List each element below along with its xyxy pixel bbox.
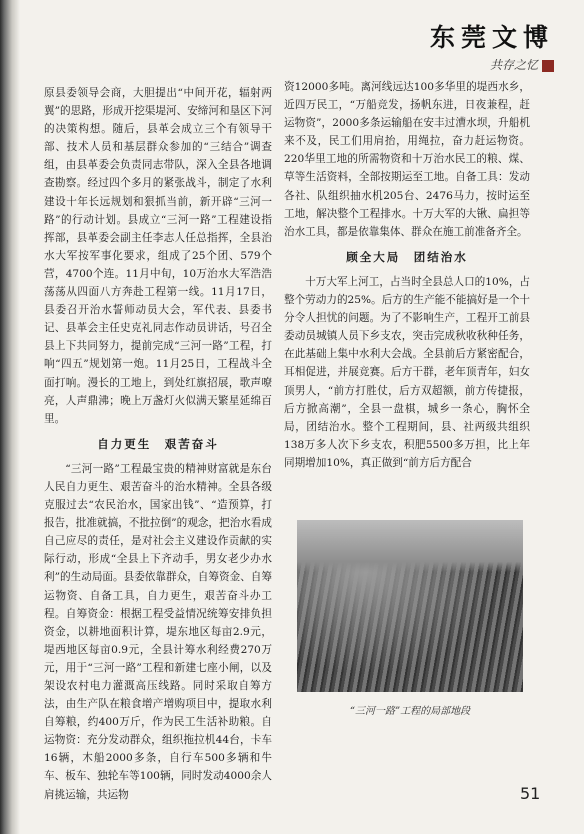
logo-subtitle-text: 共存之忆: [489, 58, 538, 72]
section-heading: 自力更生 艰苦奋斗: [97, 436, 219, 451]
historical-photo: [297, 520, 523, 692]
section-heading: 顾全大局 团结治水: [346, 249, 468, 264]
magazine-logo: [430, 18, 554, 73]
left-text-column: [44, 84, 272, 806]
paragraph: “三河一路”工程最宝贵的精神财富就是东台人民自力更生、艰苦奋斗的治水精神。全县各级克服过去“农民治水，国家出钱”、“造预算，打报告，批准就搞，不批拉倒”的观念，把治水看成自己应尽的责任，是对社会主义建设作贡献的实际行动，形成“全县上下齐动手，男女老少办水利”的生动局面。县委依靠群众，自筹资金、自筹运物资、自备工具，自力更生，艰苦奋斗办工程。自筹资金：根据工程受益情况统筹安排负担资金，以耕地面积计算，堤东地区每亩2.9元，堤西地区每亩0.9元，全县计筹水利经费270万元，用于“三河一路”工程和新建七座小闸，以及架设农村电力灌溉高压线路。同时采取自筹方法，由生产队在粮食增产增购项目中，提取水利自筹粮，约400万斤，作为民工生活补助粮。自运物资：充分发动群众，组织拖拉机44台，卡车16辆，木船2000多条，自行车500多辆和牛车、板车、独轮车等100辆，同时发动4000余人肩挑运输，共运物: [44, 462, 272, 801]
photo-caption: “三河一路”工程的局部地段: [349, 706, 471, 717]
page-number: 51: [520, 784, 541, 803]
paragraph: 十万大军上河工，占当时全县总人口的10%，占整个劳动力的25%。后方的生产能不能搞好是一个十分令人担忧的问题。为了不影响生产，工程开工前县委动员城镇人员下乡支农，突击完成秋收秋种任务，在此基础上集中水利大会战。全县前后方紧密配合，耳相促进，并展竞赛。后方干群，老年顶青年，妇女顶男人，“前方打胜仗，后方双超额，前方传捷报，后方掀高潮”，全县一盘棋，城乡一条心，胸怀全局，团结治水。整个工程期间，县、社两级共组织138万多人次下乡支农，积肥5500多万担，比上年同期增加10%，真正做到“前方后方配合: [284, 275, 531, 469]
logo-title: 东莞文博: [429, 23, 554, 52]
seal-stamp-icon: [542, 60, 554, 72]
right-text-column: [284, 78, 530, 474]
book-gutter-shadow: [0, 0, 20, 834]
paragraph: 资12000多吨。离河线远达100多华里的堤西水乡，近四万民工，“万船竞发，扬帆东进，日夜兼程，赶运物资”，2000多条运输船在安丰过漕水坝，升船机来不及，民工们用肩抬，用绳拉，奋力赶运物资。220华里工地的所需物资和十万治水民工的粮、煤、草等生活资料，全部按期运至工地。自备工具：发动各社、队组织抽水机205台、2476马力，按时运至工地，解决整个工程排水。十万大军的大锹、扁担等治水工具，都是依靠集体、群众在施工前准备齐全。: [284, 81, 530, 238]
logo-subtitle: [430, 56, 554, 73]
paragraph: 原县委领导会商，大胆提出“中间开花，辐射两翼”的思路，形成开挖渠堤河、安缔河和垦区下河的决策构想。随后，县革会成立三个有领导干部、技术人员和基层群众参加的“三结合”调查组，由县革委会负责同志带队，深入全县各地调查勘察。经过四个多月的紧张战斗，制定了水利建设十年长远规划和狠抓当前，新开辟“三河一路”的行动计划。县成立“三河一路”工程建设指挥部，县革委会副主任李志人任总指挥，全县治水大军按军事化要求，组成了25个团、579个营，4700个连。11月中旬，10万治水大军浩浩荡荡从四面八方奔赴工程第一线。11月17日，县委召开治水誓师动员大会，军代表、县委书记、县革会主任史克礼同志作动员讲话，号召全县上下共同努力，提前完成“三河一路”工程，打响“四五”规划第一炮。11月25日，工程战斗全面打响。漫长的工地上，到处红旗招展，歌声嘹亮，人声鼎沸；晚上万盏灯火似满天繁星延绵百里。: [44, 87, 272, 425]
